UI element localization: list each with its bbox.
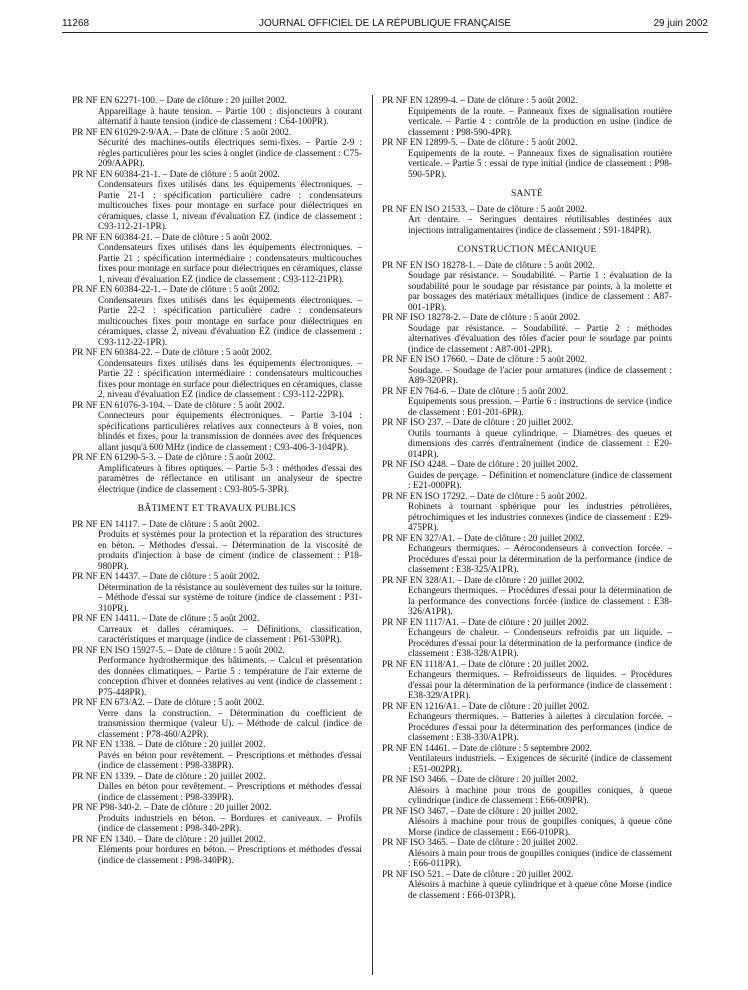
entry-reference: PR NF EN 14461. – Date de clôture : 5 septembre 2002. [382,743,592,754]
entry-description: Condensateurs fixes utilisés dans les équipements électroniques. – Partie 21 : spécification intermédiaire : condensateurs multicouches fixes pour montage en surface pour diélectriques en céramiques, classe 1, niveau d'évaluation EZ (indice de classement : C93-112-21PR). [98,243,362,285]
entry-description: Appareillage à haute tension. – Partie 100 : disjoncteurs à courant alternatif à haute tension (indice de classement : C64-100PR). [98,106,362,127]
standard-entry [382,775,672,807]
entry-reference: PR NF ISO 3467. – Date de clôture : 20 juillet 2002. [382,806,578,817]
page-number: 11268 [62,18,90,29]
entry-reference: PR NF EN 62271-100. – Date de clôture : 20 juillet 2002. [72,96,288,106]
entry-description: Echangeurs de chaleur. – Condenseurs refroidis par un liquide. – Procédures d'essai pour la détermination de la performance (indice de classement : E38-328/A1PR). [408,628,672,659]
entry-description: Equipements sous pression. – Partie 6 : instructions de service (indice de classement : E01-201-6PR). [408,397,672,418]
entry-description: Soudage par résistance. – Soudabilité. – Partie 1 : évaluation de la soudabilité pour le soudage par résistance par points, à la molette et par bossages des matériaux métalliques (indice de classement : A87-001-1PR). [408,271,672,313]
entry-description: Soudage. – Soudage de l'acier pour armatures (indice de classement : A89-320PR). [408,365,672,386]
journal-title: JOURNAL OFFICIEL DE LA RÉPUBLIQUE FRANÇAISE [258,18,512,29]
entry-reference: PR NF ISO 3466. – Date de clôture : 20 juillet 2002. [382,775,578,785]
standard-entry [382,807,672,839]
entry-description: Carreaux et dalles céramiques. – Définitions, classification, caractéristiques et marquage (indice de classement : P61-530PR). [98,624,362,645]
entry-reference: PR NF EN 327/A1. – Date de clôture : 20 juillet 2002. [382,533,585,544]
standard-entry [72,285,362,348]
entry-description: Echangeurs thermiques. – Procédures d'essai pour la détermination de la performance des convections forcée (indice de classement : E38-326/A1PR). [408,586,672,617]
section-heading: BÂTIMENT ET TRAVAUX PUBLICS [137,504,297,514]
entry-reference: PR NF EN 14437. – Date de clôture : 5 août 2002. [72,572,260,582]
entry-reference: PR NF EN ISO 18278-1. – Date de clôture : 5 août 2002. [382,260,595,271]
standard-entry [72,698,362,740]
standard-entry [382,702,672,744]
entry-reference: PR NF EN 60384-22-1. – Date de clôture : 5 août 2002. [72,285,280,295]
entry-description: Dalles en béton pour revêtement. – Prescriptions et méthodes d'essai (indice de classement : P98-339PR). [98,782,362,803]
entry-description: Eléments pour bordures en béton. – Prescriptions et méthodes d'essai (indice de classement : P98-340PR). [98,845,362,866]
standard-entry [382,387,672,419]
entry-reference: PR NF ISO 3465. – Date de clôture : 20 juillet 2002. [382,838,578,848]
entry-reference: PR NF EN 1338. – Date de clôture : 20 juillet 2002. [72,740,266,750]
entry-description: Alésoirs à machine à queue cylindrique et à queue cône Morse (indice de classement : E66-013PR). [408,880,672,901]
entry-reference: PR NF EN 1340. – Date de clôture : 20 juillet 2002. [72,834,266,845]
standard-entry [382,618,672,660]
entry-reference: PR NF EN 764-6. – Date de clôture : 5 août 2002. [382,386,569,397]
entry-description: Art dentaire. – Seringues dentaires réutilisables destinées aux injections intraligamentaires (indice de classement : S91-184PR). [408,215,672,236]
entry-description: Condensateurs fixes utilisés dans les équipements électroniques. – Partie 22-2 : spécification particulière cadre : condensateurs multicouches fixes pour montage en surface pour diélectriques en céramiques, classe 2, niveau d'évaluation EZ (indice de classement : C93-112-22-1PR). [98,295,362,348]
standard-entry [382,492,672,534]
entry-reference: PR NF EN 60384-21. – Date de clôture : 5 août 2002. [72,232,273,243]
standard-entry [72,772,362,804]
entry-description: Ventilateurs industriels. – Exigences de sécurité (indice de classement : E51-002PR). [408,754,672,775]
entry-reference: PR NF EN 14117. – Date de clôture : 5 août 2002. [72,519,260,530]
entry-description: Equipements de la route. – Panneaux fixes de signalisation routière verticale. – Partie 5 : essai de type initial (indice de classement : P98-590-5PR). [408,148,672,180]
entry-reference: PR NF ISO 237. – Date de clôture : 20 juillet 2002. [382,418,574,428]
section-heading: CONSTRUCTION MÉCANIQUE [457,245,597,255]
standard-entry [72,835,362,867]
entry-reference: PR NF EN 1117/A1. – Date de clôture : 20 juillet 2002. [382,617,589,628]
entry-description: Alésoirs à machine pour trous de goupilles coniques, à queue cône Morse (indice de classement : E66-010PR). [408,817,672,838]
entry-description: Guides de perçage. – Définition et nomenclature (indice de classement : E21-000PR). [408,470,672,491]
standard-entry [382,460,672,492]
entry-description: Alésoirs à machine pour trous de goupilles coniques, à queue cylindrique (indice de classement : E66-009PR). [408,785,672,806]
standard-entry [72,401,362,454]
entry-description: Performance hydrothermique des bâtiments. – Calcul et présentation des données climatiques. – Partie 5 : température de l'air externe de conception d'hiver et données relatives au vent (indice de classement : P75-448PR). [98,656,362,698]
entry-reference: PR NF EN 61076-3-104. – Date de clôture : 5 août 2002. [72,400,285,411]
entry-description: Echangeurs thermiques. – Refroidisseurs de liquides. – Procédures d'essai pour la détermination de la performance (indice de classement : E38-329/A1PR). [408,670,672,701]
standard-entry [382,838,672,870]
standard-entry [72,453,362,495]
entry-reference: PR NF ISO 4248. – Date de clôture : 20 juillet 2002. [382,460,578,470]
standard-entry [382,534,672,576]
standard-entry [382,870,672,902]
entry-description: Condensateurs fixes utilisés dans les équipements électroniques. – Partie 21-1 : spécification particulière cadre : condensateurs multicouches fixes pour montage en surface pour diélectriques en céramiques, classe 1, niveau d'évaluation EZ (indice de classement : C93-112-21-1PR). [98,180,362,232]
entry-reference: PR NF EN 673/A2. – Date de clôture : 5 août 2002. [72,698,265,708]
standard-entry [382,576,672,618]
entry-description: Verre dans la construction. – Détermination du coefficient de transmission thermique (valeur U). – Méthode de calcul (indice de classement : P78-460/A2PR). [98,708,362,740]
entry-reference: PR NF EN 12899-5. – Date de clôture : 5 août 2002. [382,138,578,148]
standard-entry [382,261,672,314]
right-column [382,96,672,901]
entry-description: Equipements de la route. – Panneaux fixes de signalisation routière verticale. – Partie 4 : contrôle de la production en usine (indice de classement : P98-590-4PR). [408,106,672,138]
entry-reference: PR NF EN 61029-2-9/AA. – Date de clôture : 5 août 2002. [72,127,292,138]
entry-reference: PR NF EN 60384-22. – Date de clôture : 5 août 2002. [72,348,273,358]
standard-entry [72,646,362,699]
entry-description: Produits et systèmes pour la protection et la réparation des structures en béton. – Méthodes d'essai. – Détermination de la viscosité de produits d'injection à base de ciment (indice de classement : P18-980PR). [98,530,362,572]
entry-description: Robinets à tournant sphérique pour les industries pétrolières, pétrochimiques et les industries connexes (indice de classement : E29-475PR). [408,502,672,533]
entry-description: Amplificateurs à fibres optiques. – Partie 5-3 : méthodes d'essai des paramètres de réflectance en utilisant un analyseur de spectre électrique (indice de classement : C93-805-5-3PR). [98,463,362,495]
standard-entry [72,520,362,573]
header-rule [62,32,708,33]
entry-description: Alésoirs à main pour trous de goupilles coniques (indice de classement : E66-011PR). [408,848,672,869]
entry-reference: PR NF EN ISO 17292. – Date de clôture : 5 août 2002. [382,491,588,502]
entry-reference: PR NF EN 60384-21-1. – Date de clôture : 5 août 2002. [72,169,280,180]
standard-entry [72,348,362,401]
entry-reference: PR NF EN 1216/A1. – Date de clôture : 20 juillet 2002. [382,701,590,712]
standard-entry [72,96,362,128]
standard-entry [72,740,362,772]
standard-entry [382,205,672,237]
entry-reference: PR NF EN 61290-5-3. – Date de clôture : 5 août 2002. [72,453,276,463]
entry-reference: PR NF EN 12899-4. – Date de clôture : 5 août 2002. [382,96,578,106]
entry-reference: PR NF ISO 521. – Date de clôture : 20 juillet 2002. [382,869,574,880]
entry-reference: PR NF ISO 18278-2. – Date de clôture : 5 août 2002. [382,313,581,323]
entry-description: Pavés en béton pour revêtement. – Prescriptions et méthodes d'essai (indice de classement : P98-338PR). [98,750,362,771]
entry-description: Outils tournants à queue cylindrique. – Diamètres des queues et dimensions des carrés d'entraînement (indice de classement : E20-014PR). [408,428,672,460]
entry-reference: PR NF P98-340-2. – Date de clôture : 20 juillet 2002. [72,803,272,813]
standard-entry [72,170,362,233]
entry-description: Détermination de la résistance au soulèvement des tuiles sur la toiture. – Méthode d'essai sur système de toiture (indice de classement : P31-310PR). [98,582,362,614]
standard-entry [382,355,672,387]
left-column [72,96,362,866]
standard-entry [72,233,362,286]
entry-description: Soudage par résistance. – Soudabilité. – Partie 2 : méthodes alternatives d'évaluation des tôles d'acier pour le soudage par points (indice de classement : A87-001-2PR). [408,323,672,355]
entry-description: Produits industriels en béton. – Bordures et caniveaux. – Profils (indice de classement : P98-340-2PR). [98,813,362,834]
standard-entry [72,572,362,614]
standard-entry [382,313,672,355]
entry-reference: PR NF EN ISO 17660. – Date de clôture : 5 août 2002. [382,355,588,365]
entry-reference: PR NF EN ISO 21533. – Date de clôture : 5 août 2002. [382,204,588,215]
standard-entry [72,128,362,170]
standard-entry [72,614,362,646]
standard-entry [382,138,672,180]
standard-entry [382,660,672,702]
entry-reference: PR NF EN 14411. – Date de clôture : 5 août 2002. [72,614,260,624]
standard-entry [72,803,362,835]
standard-entry [382,96,672,138]
entry-reference: PR NF EN ISO 15927-5. – Date de clôture : 5 août 2002. [72,645,285,656]
entry-reference: PR NF EN 1339. – Date de clôture : 20 juillet 2002. [72,771,266,782]
entry-description: Sécurité des machines-outils électriques semi-fixes. – Partie 2-9 : règles particulières pour les scies à onglet (indice de classement : C75-209/AAPR). [98,138,362,169]
entry-reference: PR NF EN 328/A1. – Date de clôture : 20 juillet 2002. [382,575,585,586]
entry-reference: PR NF EN 1118/A1. – Date de clôture : 20 juillet 2002. [382,659,589,670]
entry-description: Echangeurs thermiques. – Batteries à ailettes à circulation forcée. – Procédures d'essai pour la détermination des performances (indice de classement : E38-330/A1PR). [408,712,672,743]
column-divider [372,95,373,975]
standard-entry [382,418,672,460]
entry-description: Condensateurs fixes utilisés dans les équipements électroniques. – Partie 22 : spécification intermédiaire : condensateurs multicouches fixes pour montage en surface pour diélectriques en céramiques, classe 2, niveau d'évaluation EZ (indice de classement : C93-112-22PR). [98,358,362,400]
standard-entry [382,744,672,776]
issue-date: 29 juin 2002 [653,18,708,29]
entry-description: Echangeurs thermiques. – Aérocondenseurs à convection forcée. – Procédures d'essai pour la détermination de la performance (indice de classement : E38-325/A1PR). [408,544,672,575]
entry-description: Connecteurs pour équipements électroniques. – Partie 3-104 : spécifications particulières relatives aux connecteurs à 8 voies, non blindés et fixes, pour la transmission de données avec des fréquences allant jusqu'à 600 MHz (indice de classement : C93-406-3-104PR). [98,411,362,453]
section-heading: SANTÉ [510,189,544,199]
